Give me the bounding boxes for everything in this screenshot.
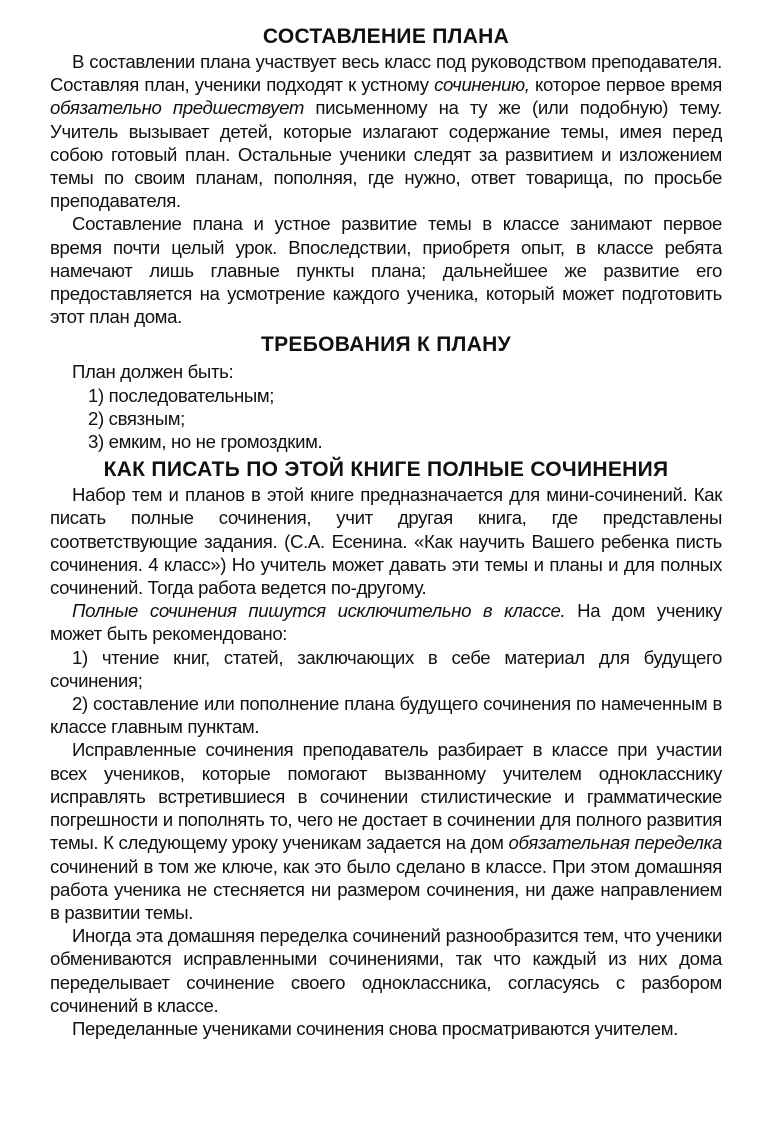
homework-item: 2) составление или пополнение плана будущего сочинения по намеченным в классе главным пунктам.: [50, 693, 722, 738]
italic-text: Полные сочинения пишутся исключительно в классе.: [72, 600, 566, 622]
paragraph-review: Переделанные учениками сочинения снова просматриваются учителем.: [72, 1017, 678, 1039]
italic-text: обязательная переделка: [508, 832, 722, 854]
paragraph-plan-oral: Составление плана и устное развитие темы в классе занимают первое время почти целый урок. Впоследствии, приобретя опыт, в классе ребята намечают лишь главные пункты плана; дальнейшее же развитие его предоставляется на усмотрение каждого ученика, который может подготовить этот план дома.: [50, 213, 722, 328]
section-heading-plan: СОСТАВЛЕНИЕ ПЛАНА: [262, 25, 510, 48]
paragraph-exchange: Иногда эта домашняя переделка сочинений разнообразится тем, что ученики обмениваются исправленными сочинениями, так что каждый из них дома переделывает сочинение своего одноклассника, согласуясь с разбором сочинений в классе.: [50, 925, 722, 1016]
italic-text: сочинению,: [434, 74, 530, 96]
section-heading-full-essays: КАК ПИСАТЬ ПО ЭТОЙ КНИГЕ ПОЛНЫЕ СОЧИНЕНИЯ: [103, 458, 669, 482]
text-run: В составлении плана участвует весь класс под руководством преподавателя. Составляя план, ученики подходят к устному: [50, 51, 722, 96]
requirements-intro: План должен быть:: [72, 361, 234, 383]
text-run: которое первое время: [529, 74, 722, 96]
requirement-item: 1) последовательным;: [88, 384, 275, 406]
requirement-item: 3) емким, но не громоздким.: [88, 431, 323, 453]
text-run: письменному на ту же (или подобную) тему. Учитель вызывает детей, которые излагают содержание темы, имея перед собою готовый план. Остальные ученики следят за развитием и изложением темы по своим планам, пополняя, где нужно, ответ товарища, по просьбе преподавателя.: [50, 97, 722, 212]
paragraph-plan-intro: [50, 50, 722, 212]
paragraph-topics-set: Набор тем и планов в этой книге предназначается для мини-сочинений. Как писать полные сочинения, учит другая книга, где представлены соответствующие задания. (С.А. Есенина. «Как научить Вашего ребенка писть сочинения. 4 класс») Но учитель может давать эти темы и планы и для полных сочинений. Тогда работа ведется по-другому.: [50, 484, 722, 599]
text-run: На дом ученику может быть рекомендовано:: [50, 600, 722, 645]
text-run: Исправленные сочинения преподаватель разбирает в классе при участии всех учеников, которые помогают вызванному учителем однокласснику исправлять встретившиеся в сочинении стилистические и грамматические погрешности и пополнять то, чего не достает в сочинении для полного развития темы. К следующему уроку ученикам задается на дом: [50, 739, 722, 854]
section-heading-requirements: ТРЕБОВАНИЯ К ПЛАНУ: [260, 333, 512, 357]
paragraph-corrections: [50, 738, 722, 924]
homework-item: 1) чтение книг, статей, заключающих в себе материал для будущего сочинения;: [50, 646, 722, 691]
paragraph-class-only: [50, 599, 722, 645]
requirement-item: 2) связным;: [88, 407, 185, 429]
text-run: сочинений в том же ключе, как это было сделано в классе. При этом домашняя работа ученика не стесняется ни размером сочинения, ни даже направлением в развитии темы.: [50, 855, 722, 923]
italic-text: обязательно предшествует: [50, 97, 304, 119]
